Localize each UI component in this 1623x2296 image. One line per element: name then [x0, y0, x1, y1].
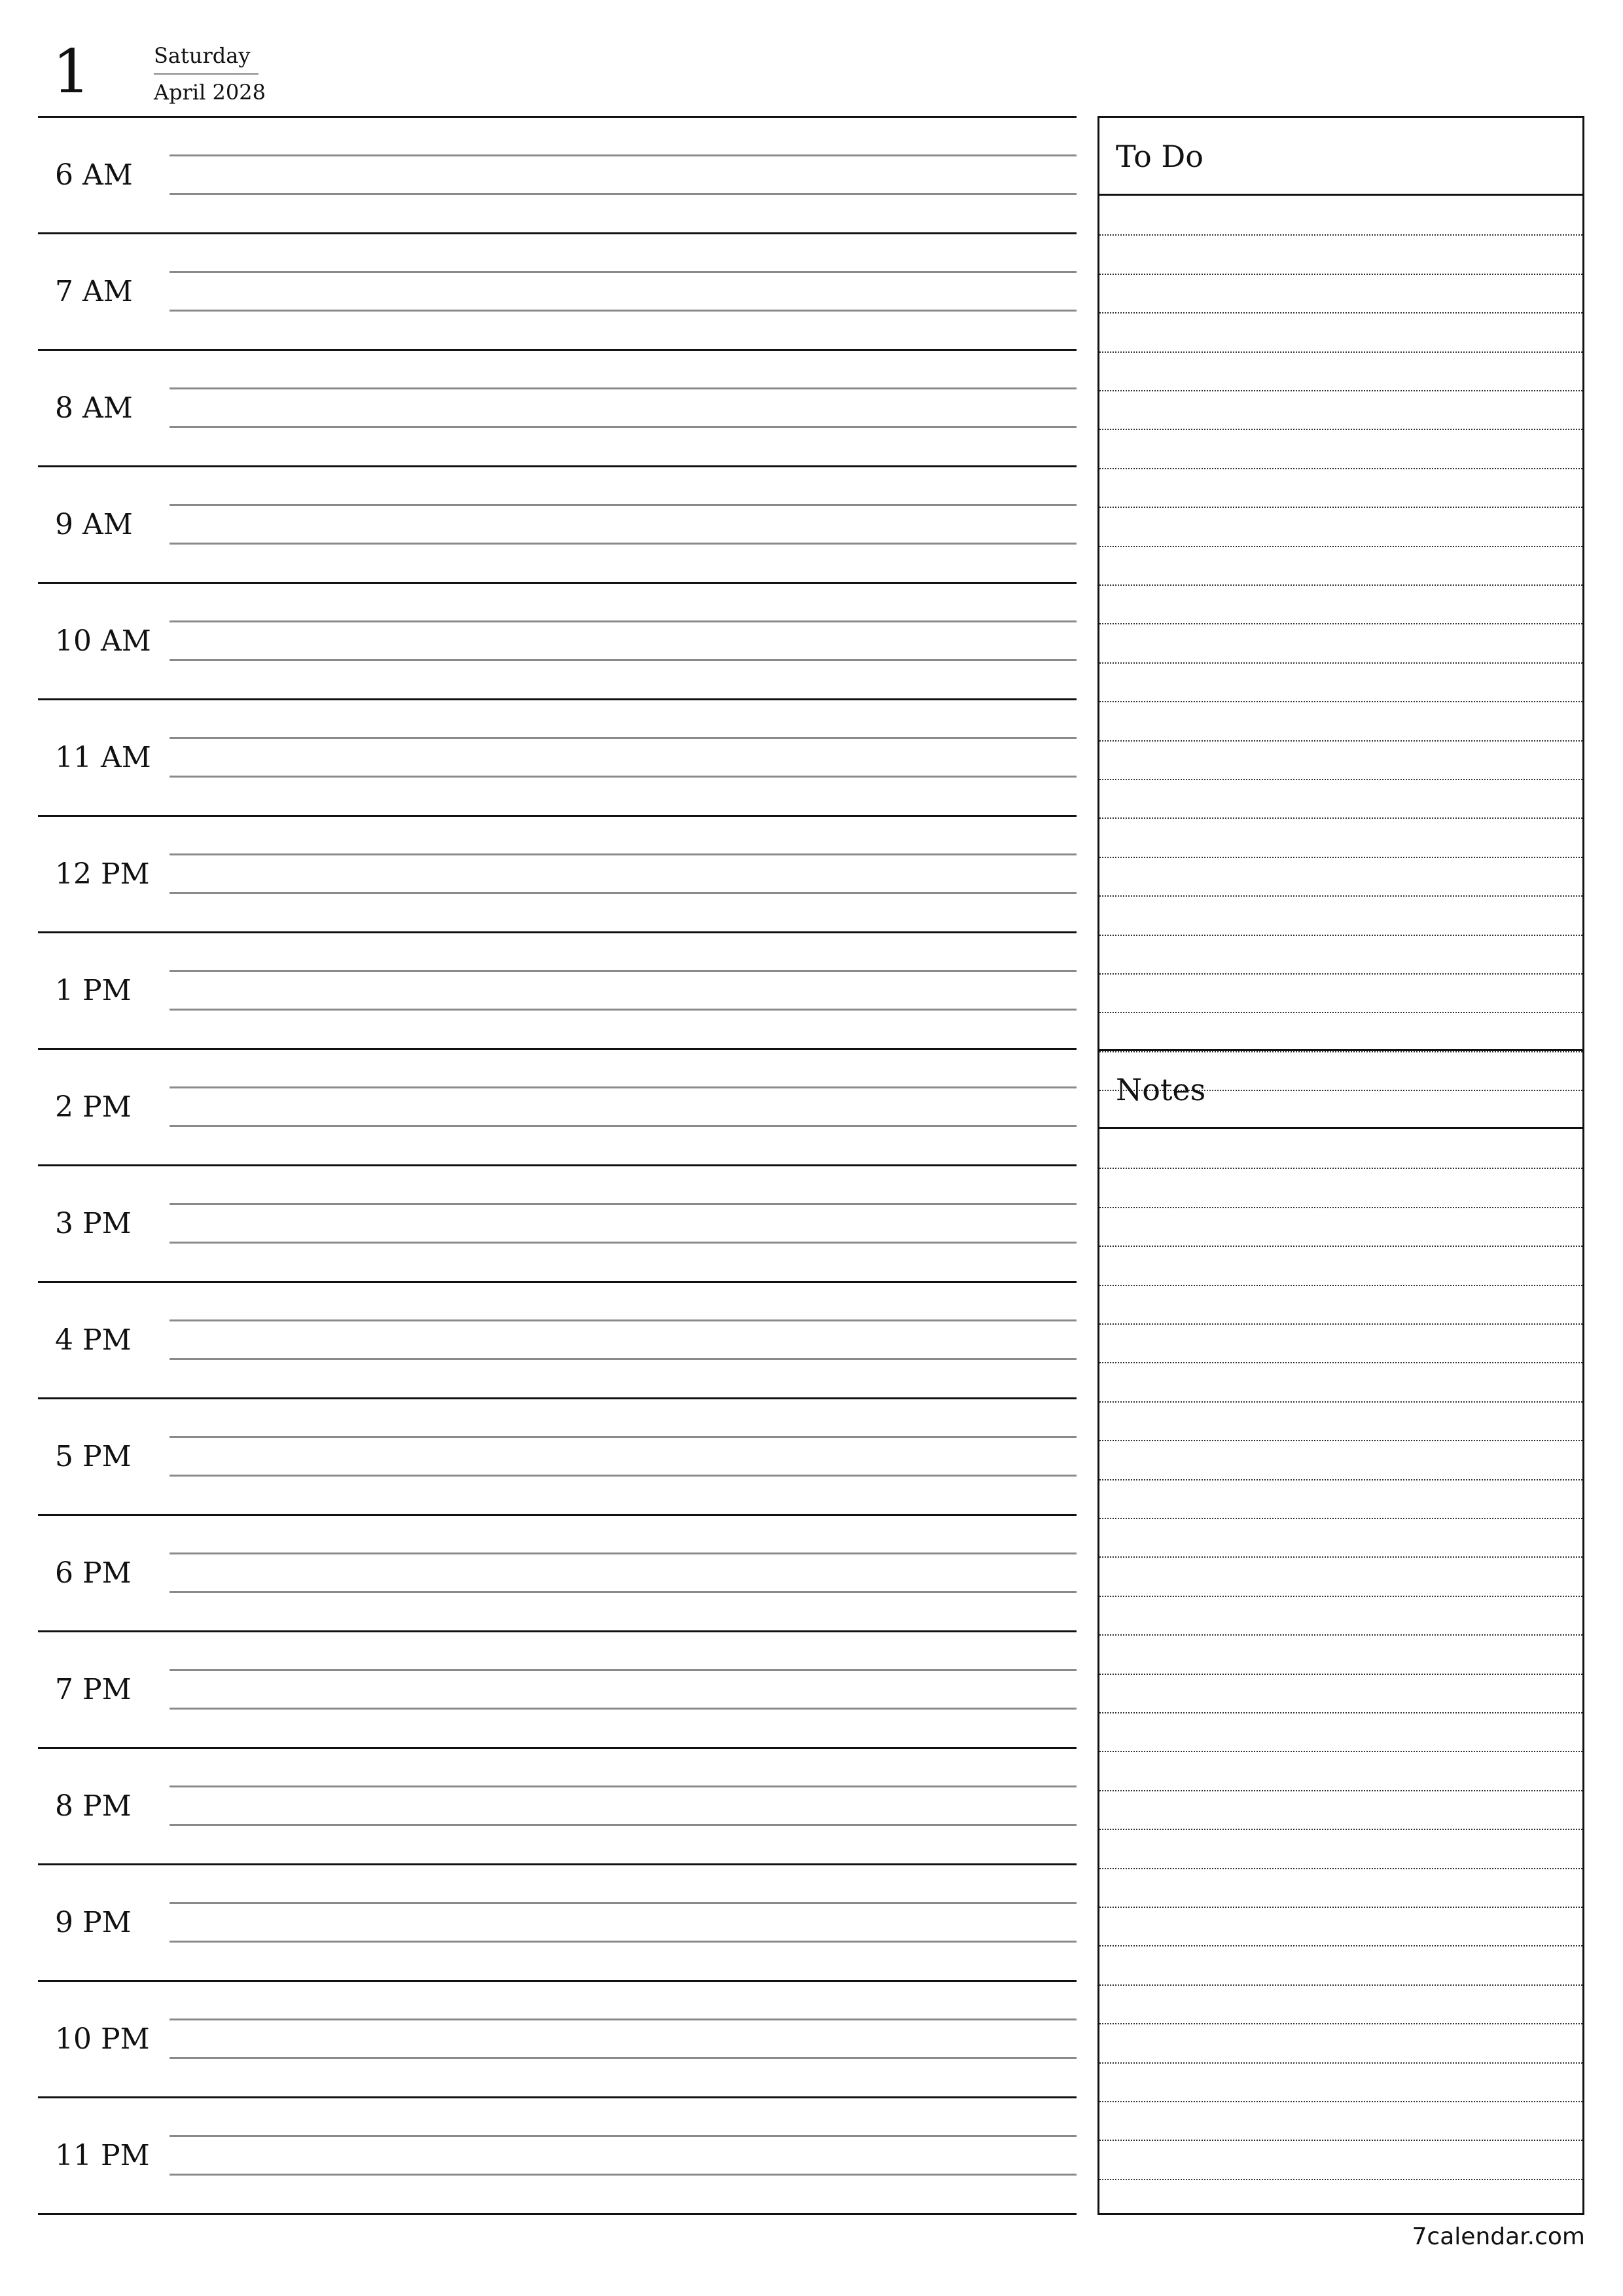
hour-row[interactable] [38, 1747, 1077, 1863]
hour-label: 8 PM [55, 1789, 132, 1823]
hour-label: 4 PM [55, 1323, 132, 1357]
hour-label: 12 PM [55, 857, 150, 891]
writing-line[interactable] [169, 154, 1077, 156]
hour-row[interactable] [38, 1980, 1077, 2096]
writing-line[interactable] [169, 892, 1077, 894]
dotted-line[interactable] [1099, 274, 1582, 275]
writing-line[interactable] [169, 1125, 1077, 1127]
notes-lines[interactable] [1099, 1129, 1582, 2215]
hour-row[interactable] [38, 116, 1077, 232]
writing-line[interactable] [169, 2057, 1077, 2059]
writing-line[interactable] [169, 2174, 1077, 2176]
dotted-line[interactable] [1099, 1012, 1582, 1013]
hour-row[interactable] [38, 931, 1077, 1048]
dotted-line[interactable] [1099, 1790, 1582, 1791]
hour-label: 8 AM [55, 391, 133, 425]
dotted-line[interactable] [1099, 895, 1582, 897]
dotted-line[interactable] [1099, 779, 1582, 780]
hour-label: 3 PM [55, 1207, 132, 1240]
dotted-line[interactable] [1099, 2062, 1582, 2064]
dotted-line[interactable] [1099, 817, 1582, 819]
dotted-line[interactable] [1099, 740, 1582, 742]
hour-label: 6 PM [55, 1556, 132, 1590]
hour-label: 11 AM [55, 741, 151, 774]
hour-row[interactable] [38, 698, 1077, 815]
todo-header [1099, 118, 1582, 196]
weekday-label: Saturday [154, 43, 251, 68]
dotted-line[interactable] [1099, 351, 1582, 353]
footer-site: 7calendar.com [1412, 2223, 1585, 2250]
writing-line[interactable] [169, 1552, 1077, 1554]
writing-line[interactable] [169, 1436, 1077, 1438]
hour-row[interactable] [38, 1397, 1077, 1514]
writing-line[interactable] [169, 970, 1077, 972]
dotted-line[interactable] [1099, 1634, 1582, 1636]
writing-line[interactable] [169, 2135, 1077, 2137]
dotted-line[interactable] [1099, 1207, 1582, 1208]
dotted-line[interactable] [1099, 2179, 1582, 2180]
writing-line[interactable] [169, 1941, 1077, 1943]
dotted-line[interactable] [1099, 2101, 1582, 2102]
dotted-line[interactable] [1099, 935, 1582, 936]
writing-line[interactable] [169, 543, 1077, 545]
hour-row[interactable] [38, 465, 1077, 582]
todo-lines[interactable] [1099, 196, 1582, 1051]
hour-row[interactable] [38, 1863, 1077, 1980]
dotted-line[interactable] [1099, 1945, 1582, 1946]
writing-line[interactable] [169, 387, 1077, 389]
hour-label: 7 PM [55, 1673, 132, 1706]
dotted-line[interactable] [1099, 1751, 1582, 1752]
writing-line[interactable] [169, 1475, 1077, 1477]
dotted-line[interactable] [1099, 429, 1582, 430]
dotted-line[interactable] [1099, 1401, 1582, 1403]
writing-line[interactable] [169, 1591, 1077, 1593]
hour-label: 7 AM [55, 275, 133, 308]
hour-label: 11 PM [55, 2139, 150, 2172]
dotted-line[interactable] [1099, 701, 1582, 702]
dotted-line[interactable] [1099, 1323, 1582, 1325]
writing-line[interactable] [169, 504, 1077, 506]
writing-line[interactable] [169, 1203, 1077, 1205]
hour-row[interactable] [38, 2096, 1077, 2215]
writing-line[interactable] [169, 1902, 1077, 1904]
dotted-line[interactable] [1099, 1596, 1582, 1597]
writing-line[interactable] [169, 1785, 1077, 1787]
hour-row[interactable] [38, 1630, 1077, 1747]
dotted-line[interactable] [1099, 1479, 1582, 1480]
writing-line[interactable] [169, 853, 1077, 855]
dotted-line[interactable] [1099, 1246, 1582, 1247]
dotted-line[interactable] [1099, 546, 1582, 547]
hour-row[interactable] [38, 1164, 1077, 1281]
dotted-line[interactable] [1099, 1556, 1582, 1558]
dotted-line[interactable] [1099, 312, 1582, 314]
dotted-line[interactable] [1099, 1984, 1582, 1986]
writing-line[interactable] [169, 1708, 1077, 1710]
date-divider [154, 73, 259, 75]
dotted-line[interactable] [1099, 973, 1582, 975]
writing-line[interactable] [169, 1319, 1077, 1321]
writing-line[interactable] [169, 620, 1077, 622]
hour-row[interactable] [38, 1281, 1077, 1397]
dotted-line[interactable] [1099, 1168, 1582, 1169]
writing-line[interactable] [169, 1242, 1077, 1244]
day-number: 1 [52, 37, 91, 107]
side-panel [1097, 116, 1584, 2215]
dotted-line[interactable] [1099, 2140, 1582, 2141]
dotted-line[interactable] [1099, 1362, 1582, 1363]
dotted-line[interactable] [1099, 623, 1582, 624]
writing-line[interactable] [169, 737, 1077, 739]
hour-label: 5 PM [55, 1440, 132, 1473]
writing-line[interactable] [169, 2018, 1077, 2020]
writing-line[interactable] [169, 271, 1077, 273]
hour-label: 10 AM [55, 624, 151, 658]
writing-line[interactable] [169, 1824, 1077, 1826]
hour-label: 1 PM [55, 974, 132, 1007]
dotted-line[interactable] [1099, 662, 1582, 664]
todo-title: To Do [1116, 139, 1204, 174]
dotted-line[interactable] [1099, 857, 1582, 858]
hourly-schedule [38, 116, 1077, 2215]
dotted-line[interactable] [1099, 1285, 1582, 1286]
hour-row[interactable] [38, 582, 1077, 698]
hour-row[interactable] [38, 1048, 1077, 1164]
writing-line[interactable] [169, 193, 1077, 195]
dotted-line[interactable] [1099, 468, 1582, 469]
dotted-line[interactable] [1099, 1518, 1582, 1519]
dotted-line[interactable] [1099, 584, 1582, 586]
notes-header [1099, 1051, 1582, 1129]
dotted-line[interactable] [1099, 1829, 1582, 1830]
writing-line[interactable] [169, 1358, 1077, 1360]
dotted-line[interactable] [1099, 507, 1582, 508]
hour-row[interactable] [38, 1514, 1077, 1630]
hour-label: 9 AM [55, 508, 133, 541]
dotted-line[interactable] [1099, 1907, 1582, 1908]
dotted-line[interactable] [1099, 2023, 1582, 2024]
writing-line[interactable] [169, 1009, 1077, 1011]
notes-title: Notes [1116, 1072, 1206, 1107]
hour-row[interactable] [38, 232, 1077, 349]
hour-row[interactable] [38, 815, 1077, 931]
hour-label: 10 PM [55, 2022, 150, 2056]
hour-row[interactable] [38, 349, 1077, 465]
hour-label: 2 PM [55, 1090, 132, 1124]
dotted-line[interactable] [1099, 1440, 1582, 1441]
hour-label: 6 AM [55, 158, 133, 192]
dotted-line[interactable] [1099, 1712, 1582, 1713]
dotted-line[interactable] [1099, 234, 1582, 236]
hour-label: 9 PM [55, 1906, 132, 1939]
dotted-line[interactable] [1099, 390, 1582, 391]
writing-line[interactable] [169, 1669, 1077, 1671]
dotted-line[interactable] [1099, 1868, 1582, 1869]
writing-line[interactable] [169, 426, 1077, 428]
writing-line[interactable] [169, 776, 1077, 778]
writing-line[interactable] [169, 310, 1077, 312]
dotted-line[interactable] [1099, 1674, 1582, 1675]
writing-line[interactable] [169, 1086, 1077, 1088]
month-year-label: April 2028 [154, 80, 266, 105]
writing-line[interactable] [169, 659, 1077, 661]
